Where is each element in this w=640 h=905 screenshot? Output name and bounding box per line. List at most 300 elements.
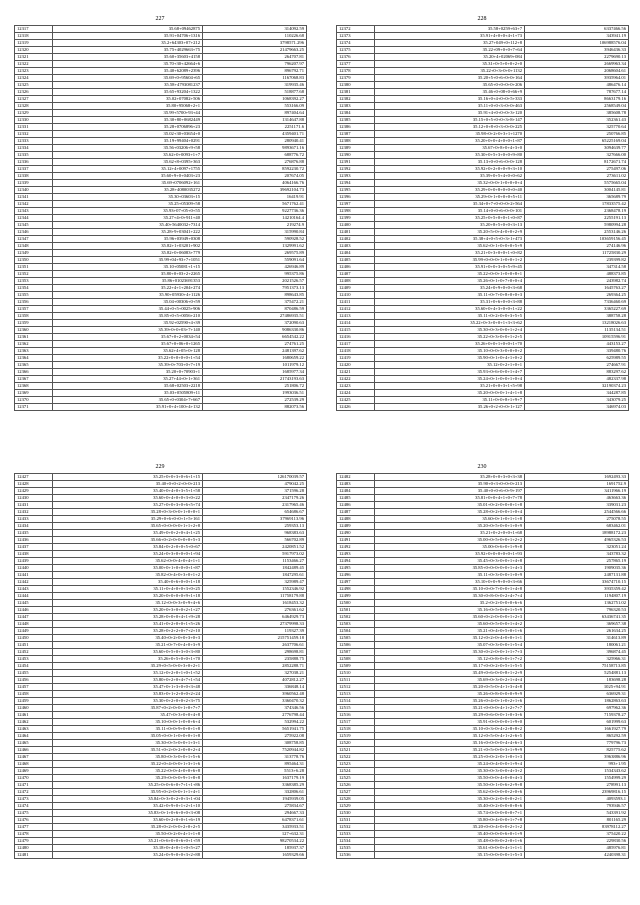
value-cell: 251806.72 xyxy=(203,383,307,390)
coordinate-cell: 35.90+0+1+0+4+1+0+2 xyxy=(375,355,525,362)
table-row xyxy=(337,89,629,96)
value-cell: 280940.41 xyxy=(203,138,307,145)
value-cell: 339031.23 xyxy=(525,502,629,509)
value-cell: 995375.86 xyxy=(203,271,307,278)
coordinate-cell: 35.2+0+2+0+0+0+6+6 xyxy=(375,600,525,607)
value-cell: 98270534.22 xyxy=(203,838,307,845)
value-cell: 259353.13 xyxy=(203,523,307,530)
coordinate-cell: 35.12+0+2+0+4+0+0+1+1 xyxy=(375,635,525,642)
row-index-cell: 12361 xyxy=(15,334,53,341)
table-row xyxy=(337,803,629,810)
row-index-cell: 12403 xyxy=(337,243,375,250)
coordinate-cell: 35.91+4+0+0+4+1+73 xyxy=(375,33,525,40)
coordinate-cell: 35.65+0+0304+7+667 xyxy=(53,397,203,404)
coordinate-cell: 35.83+0+1+0+6+0+0+3+08 xyxy=(53,810,203,817)
row-index-cell: 12331 xyxy=(15,124,53,131)
page-number: 230 xyxy=(477,464,487,470)
row-index-cell: 12341 xyxy=(15,194,53,201)
row-index-cell: 12375 xyxy=(337,47,375,54)
row-index-cell: 12527 xyxy=(337,789,375,796)
value-cell: 968383.63 xyxy=(203,530,307,537)
coordinate-cell: 35.60+9+0+0403+23 xyxy=(53,173,203,180)
row-index-cell: 12405 xyxy=(337,257,375,264)
row-index-cell: 12534 xyxy=(337,838,375,845)
table-row xyxy=(15,250,307,257)
value-cell: 126170039.57 xyxy=(203,474,307,481)
row-index-cell: 12357 xyxy=(15,306,53,313)
coordinate-cell: 35.10+0+0+1+0+0+6+4 xyxy=(53,719,203,726)
row-index-cell: 12429 xyxy=(15,488,53,495)
value-cell: 7951373.13 xyxy=(203,285,307,292)
value-cell: 1680659.22 xyxy=(203,355,307,362)
value-cell: 5513+6.28 xyxy=(203,768,307,775)
value-cell: 269575.89 xyxy=(203,250,307,257)
value-cell: 895464.31 xyxy=(203,761,307,768)
coordinate-cell: 35.30+0+3+0+0+1+2+4 xyxy=(375,327,525,334)
table-row xyxy=(15,747,307,754)
table-row xyxy=(15,768,307,775)
row-index-cell: 12460 xyxy=(15,705,53,712)
value-cell: 825775.62 xyxy=(525,747,629,754)
row-index-cell: 12493 xyxy=(337,551,375,558)
row-index-cell: 12336 xyxy=(15,159,53,166)
value-cell: 243982.74 xyxy=(525,278,629,285)
coordinate-cell: 35.90+0+3+0+0+0+213 xyxy=(375,481,525,488)
row-index-cell: 12489 xyxy=(337,523,375,530)
table-row xyxy=(337,47,629,54)
coordinate-cell: 35.22+0+0+1+0+0+8+1 xyxy=(375,271,525,278)
data-table xyxy=(336,473,629,859)
table-row xyxy=(337,173,629,180)
table-row xyxy=(337,663,629,670)
value-cell: 75158713.85 xyxy=(525,663,629,670)
table-row xyxy=(337,180,629,187)
coordinate-cell: 35.45+0+3+0+0+1+4+8 xyxy=(375,558,525,565)
value-cell: 274146.96 xyxy=(525,243,629,250)
table-row xyxy=(337,152,629,159)
row-index-cell: 12451 xyxy=(15,642,53,649)
table-row xyxy=(15,103,307,110)
table-row xyxy=(15,215,307,222)
coordinate-cell: 35.99+5700+93+44 xyxy=(53,110,203,117)
coordinate-cell: 35.12+0+5+0+4+1+2+6+5 xyxy=(375,733,525,740)
row-index-cell: 12491 xyxy=(337,537,375,544)
value-cell: 2255191.13 xyxy=(525,215,629,222)
row-index-cell: 12470 xyxy=(15,775,53,782)
coordinate-cell: 35.13+0+0+6+0+0+128 xyxy=(375,159,525,166)
coordinate-cell: 35.28+0+0+3+0+3+38 xyxy=(375,474,525,481)
row-index-cell: 12494 xyxy=(337,558,375,565)
value-cell: 2487131.88 xyxy=(525,572,629,579)
coordinate-cell: 35.30+0+8+0+0+2+4+7+4 xyxy=(375,593,525,600)
row-index-cell: 12376 xyxy=(337,54,375,61)
row-index-cell: 12505 xyxy=(337,635,375,642)
value-cell: 3411966.19 xyxy=(525,488,629,495)
coordinate-cell: 35.68+02503+2218 xyxy=(53,383,203,390)
coordinate-cell: 35.82+0+4+0+3+0+1+2 xyxy=(53,572,203,579)
row-index-cell: 12425 xyxy=(337,397,375,404)
row-index-cell: 12399 xyxy=(337,215,375,222)
value-cell: 21743193.63 xyxy=(203,376,307,383)
coordinate-cell: 35.98+0+2+0+3+1+1270 xyxy=(375,131,525,138)
value-cell: 4093593.1 xyxy=(525,796,629,803)
row-index-cell: 12432 xyxy=(15,509,53,516)
coordinate-cell: 35.80+0+2+0+4+7+1+54 xyxy=(53,677,203,684)
row-index-cell: 12447 xyxy=(15,614,53,621)
row-index-cell: 12350 xyxy=(15,257,53,264)
coordinate-cell: 35.93+0+6+0+0+1+4+7 xyxy=(375,369,525,376)
coordinate-cell: 35.28+0+2+0+0+1+0+4 xyxy=(375,509,525,516)
coordinate-cell: 35.20+0+0+4+0+0+2+1+2 xyxy=(375,824,525,831)
row-index-cell: 12351 xyxy=(15,264,53,271)
coordinate-cell: 35.28+4080035272 xyxy=(53,187,203,194)
value-cell: 276361.62 xyxy=(203,607,307,614)
table-row xyxy=(337,747,629,754)
row-index-cell: 12444 xyxy=(15,593,53,600)
row-index-cell: 12518 xyxy=(337,726,375,733)
row-index-cell: 12407 xyxy=(337,271,375,278)
value-cell: 1847295.61 xyxy=(203,572,307,579)
row-index-cell: 12415 xyxy=(337,327,375,334)
coordinate-cell: 35.86+01023691353 xyxy=(53,278,203,285)
coordinate-cell: 35.40+0+0+0+6+0+1+9 xyxy=(375,831,525,838)
table-row xyxy=(337,341,629,348)
table-row xyxy=(15,222,307,229)
value-cell: 1068392.27 xyxy=(203,96,307,103)
coordinate-cell: 35.61+0+0+0+4+1+1+1 xyxy=(375,845,525,852)
value-cell: 5575665.04 xyxy=(525,180,629,187)
table-row xyxy=(15,635,307,642)
coordinate-cell: 35.91+0+0+3+0+5+9+45 xyxy=(375,264,525,271)
value-cell: 898643.85 xyxy=(203,292,307,299)
row-index-cell: 12360 xyxy=(15,327,53,334)
table-row xyxy=(15,810,307,817)
value-cell: 479042.25 xyxy=(203,481,307,488)
value-cell: 32190374.23 xyxy=(525,383,629,390)
row-index-cell: 12516 xyxy=(337,712,375,719)
table-row xyxy=(337,775,629,782)
row-index-cell: 12522 xyxy=(337,754,375,761)
table-row xyxy=(15,621,307,628)
row-index-cell: 12328 xyxy=(15,103,53,110)
coordinate-cell: 35.22+4+1+204+274 xyxy=(53,285,203,292)
coordinate-cell: 35.16+0+4+0+0+5+333 xyxy=(375,96,525,103)
value-cell: 488373.85 xyxy=(525,271,629,278)
value-cell: 897404.64 xyxy=(203,110,307,117)
table-row xyxy=(15,124,307,131)
value-cell: 683462.01 xyxy=(525,523,629,530)
value-cell: 27379998.33 xyxy=(203,621,307,628)
table-row xyxy=(15,838,307,845)
value-cell: 119327.39 xyxy=(203,628,307,635)
coordinate-cell: 35.40+0+6+0+0+1+18 xyxy=(53,579,203,586)
coordinate-cell: 35.18+0+4+0+1+0+5+27 xyxy=(53,845,203,852)
row-index-cell: 12324 xyxy=(15,75,53,82)
value-cell: 374346.56 xyxy=(203,705,307,712)
table-row xyxy=(15,544,307,551)
coordinate-cell: 35.00+0+6+0+1+9+8 xyxy=(375,544,525,551)
coordinate-cell: 35.02+30+03654+0 xyxy=(53,131,203,138)
coordinate-cell: 35.03+0505809+11 xyxy=(53,390,203,397)
value-cell: 10915596.91 xyxy=(525,334,629,341)
coordinate-cell: 35.46+0+08+0+66+9 xyxy=(375,89,525,96)
row-index-cell: 12478 xyxy=(15,831,53,838)
table-row xyxy=(15,313,307,320)
coordinate-cell: 35.21+0+0+3+1+5+98 xyxy=(375,383,525,390)
table-row xyxy=(337,250,629,257)
coordinate-cell: 35.22+0+3+0+0+1+3+3+62 xyxy=(375,320,525,327)
table-row xyxy=(15,96,307,103)
coordinate-cell: 35.48+0+8+0+2+0+1+6 xyxy=(375,838,525,845)
coordinate-cell: 35.10+0+0+7+0+0+1+4+8 xyxy=(375,586,525,593)
coordinate-cell: 35.20+0+70903+1 xyxy=(53,369,203,376)
value-cell: 1945939.05 xyxy=(203,796,307,803)
value-cell: 6464929.73 xyxy=(203,614,307,621)
row-index-cell: 12329 xyxy=(15,110,53,117)
value-cell: 4359401.71 xyxy=(203,131,307,138)
coordinate-cell: 35.16+0+0+0+0+4+4+6+3 xyxy=(375,740,525,747)
table-row xyxy=(15,376,307,383)
row-index-cell: 12441 xyxy=(15,572,53,579)
coordinate-cell: 35.39+0+5+4+0+0+62 xyxy=(375,173,525,180)
value-cell: 3935964.01 xyxy=(525,75,629,82)
row-index-cell: 12424 xyxy=(337,390,375,397)
row-index-cell: 12433 xyxy=(15,516,53,523)
value-cell: 688776.72 xyxy=(203,152,307,159)
table-row xyxy=(15,173,307,180)
row-index-cell: 12458 xyxy=(15,691,53,698)
coordinate-cell: 35.12+0+8+0+0+1+7+2 xyxy=(375,656,525,663)
value-cell: 83978112.27 xyxy=(525,824,629,831)
row-index-cell: 12382 xyxy=(337,96,375,103)
row-index-cell: 12363 xyxy=(15,348,53,355)
row-index-cell: 12532 xyxy=(337,824,375,831)
row-index-cell: 12467 xyxy=(15,754,53,761)
row-index-cell: 12339 xyxy=(15,180,53,187)
table-row xyxy=(15,593,307,600)
coordinate-cell: 35.81+0+0+4+1+0+7+78 xyxy=(375,495,525,502)
value-cell: 3960562.48 xyxy=(203,691,307,698)
value-cell: 870486.59 xyxy=(203,306,307,313)
table-row xyxy=(15,138,307,145)
table-row xyxy=(15,166,307,173)
coordinate-cell: 35.50+0+2+0+4+1+1+8 xyxy=(53,831,203,838)
value-cell: 636929.31 xyxy=(525,691,629,698)
table-row xyxy=(15,614,307,621)
coordinate-cell: 35.58+4793081237 xyxy=(53,82,203,89)
table-row xyxy=(15,82,307,89)
coordinate-cell: 35.10+0+3+0+4+2+8+8+2 xyxy=(375,726,525,733)
value-cell: 5651941.75 xyxy=(203,726,307,733)
value-cell: 697962.36 xyxy=(525,705,629,712)
table-row xyxy=(15,740,307,747)
coordinate-cell: 35.82+1+03201+902 xyxy=(53,243,203,250)
row-index-cell: 12497 xyxy=(337,579,375,586)
table-row xyxy=(15,257,307,264)
value-cell: 543391.92 xyxy=(525,810,629,817)
table-row xyxy=(337,33,629,40)
row-index-cell: 12459 xyxy=(15,698,53,705)
value-cell: 625989.55 xyxy=(525,355,629,362)
value-cell: 343783.32 xyxy=(525,551,629,558)
table-row xyxy=(15,180,307,187)
coordinate-cell: 35.31+0+5+0+0+2+0 xyxy=(375,61,525,68)
value-cell: 369657.38 xyxy=(525,621,629,628)
table-row xyxy=(15,649,307,656)
table-row xyxy=(15,656,307,663)
row-index-cell: 12533 xyxy=(337,831,375,838)
coordinate-cell: 35.70+30+42664+6 xyxy=(53,61,203,68)
value-cell: 779796.73 xyxy=(525,740,629,747)
coordinate-cell: 35.26+0+5+0+0+1+70 xyxy=(53,656,203,663)
row-index-cell: 12370 xyxy=(15,397,53,404)
coordinate-cell: 35.24+0+1+0+0+1+0+4 xyxy=(375,376,525,383)
row-index-cell: 12413 xyxy=(337,313,375,320)
table-row xyxy=(15,278,307,285)
coordinate-cell: 35.2+64303+07+212 xyxy=(53,40,203,47)
row-index-cell: 12450 xyxy=(15,635,53,642)
value-cell: 7159378.27 xyxy=(525,712,629,719)
coordinate-cell: 35.60+0+5+0+0+1+4+2 xyxy=(375,621,525,628)
row-index-cell: 12480 xyxy=(15,845,53,852)
row-index-cell: 12320 xyxy=(15,47,53,54)
row-index-cell: 12462 xyxy=(15,719,53,726)
value-cell: 275834.67 xyxy=(203,803,307,810)
coordinate-cell: 35.22+0+3+0+0+1132 xyxy=(375,68,525,75)
value-cell: 4064166.76 xyxy=(203,180,307,187)
row-index-cell: 12513 xyxy=(337,691,375,698)
table-row xyxy=(337,61,629,68)
row-index-cell: 12400 xyxy=(337,222,375,229)
coordinate-cell: 35.11+0+2+0+0+3+5+5 xyxy=(375,313,525,320)
row-index-cell: 12398 xyxy=(337,208,375,215)
coordinate-cell: 35.00+0+1+0+0+0+1+87 xyxy=(53,565,203,572)
table-row xyxy=(15,684,307,691)
row-index-cell: 12525 xyxy=(337,775,375,782)
value-cell: 314092.59 xyxy=(203,26,307,33)
value-cell: 343079.25 xyxy=(525,397,629,404)
coordinate-cell: 35.62+4+05+0+128 xyxy=(53,348,203,355)
table-row xyxy=(337,257,629,264)
table-row xyxy=(337,369,629,376)
table-row xyxy=(337,383,629,390)
table-row xyxy=(337,376,629,383)
row-index-cell: 12468 xyxy=(15,761,53,768)
coordinate-cell: 35.56+03206+9+58 xyxy=(53,145,203,152)
table-row xyxy=(337,68,629,75)
coordinate-cell: 35.60+0+4+0+0+3+0+22 xyxy=(53,495,203,502)
value-cell: 352361.43 xyxy=(525,117,629,124)
table-row xyxy=(337,635,629,642)
row-index-cell: 12359 xyxy=(15,320,53,327)
row-index-cell: 12392 xyxy=(337,166,375,173)
table-row xyxy=(15,509,307,516)
data-table xyxy=(14,473,307,859)
value-cell: 1194807.19 xyxy=(525,593,629,600)
table-row xyxy=(15,362,307,369)
row-index-cell: 12411 xyxy=(337,299,375,306)
table-row xyxy=(337,390,629,397)
row-index-cell: 12335 xyxy=(15,152,53,159)
value-cell: 319935.46 xyxy=(203,82,307,89)
row-index-cell: 12345 xyxy=(15,222,53,229)
row-index-cell: 12402 xyxy=(337,236,375,243)
coordinate-cell: 35.82+0+06083+779 xyxy=(53,250,203,257)
coordinate-cell: 35.21+0+7+0+4+0+3+9 xyxy=(53,642,203,649)
value-cell: 532994.22 xyxy=(203,719,307,726)
value-cell: 2852288.71 xyxy=(203,663,307,670)
coordinate-cell: 35.25+0+5+0+0+1+0+87 xyxy=(375,215,525,222)
coordinate-cell: 35.25+0+0+2+0+1+0+1+3 xyxy=(375,754,525,761)
row-index-cell: 12500 xyxy=(337,600,375,607)
table-row xyxy=(15,33,307,40)
row-index-cell: 12485 xyxy=(337,495,375,502)
row-index-cell: 12496 xyxy=(337,572,375,579)
table-row xyxy=(337,726,629,733)
table-row xyxy=(337,264,629,271)
table-row xyxy=(337,355,629,362)
value-cell: 1842489.45 xyxy=(203,565,307,572)
value-cell: 215751459.18 xyxy=(203,635,307,642)
coordinate-cell: 35.32+0+0+1+0+0+0+4 xyxy=(375,180,525,187)
row-index-cell: 12512 xyxy=(337,684,375,691)
table-row xyxy=(337,824,629,831)
value-cell: 313778.76 xyxy=(203,754,307,761)
value-cell: 2553146.26 xyxy=(525,229,629,236)
coordinate-cell: 35.40+0+0+2+0+0+213 xyxy=(53,481,203,488)
table-row xyxy=(337,789,629,796)
coordinate-cell: 35.20+0+5+0+0+1+0+9 xyxy=(375,523,525,530)
table-row xyxy=(337,299,629,306)
row-index-cell: 12372 xyxy=(337,26,375,33)
row-index-cell: 12346 xyxy=(15,229,53,236)
value-cell: 339480.76 xyxy=(525,348,629,355)
table-row xyxy=(337,138,629,145)
coordinate-cell: 35.25+05309+58 xyxy=(53,201,203,208)
value-cell: 5917973.02 xyxy=(203,551,307,558)
value-cell: 388758.28 xyxy=(525,313,629,320)
value-cell: 5980994.28 xyxy=(525,222,629,229)
table-row xyxy=(337,838,629,845)
row-index-cell: 12327 xyxy=(15,96,53,103)
row-index-cell: 12506 xyxy=(337,642,375,649)
value-cell: 1011979.12 xyxy=(203,362,307,369)
table-row xyxy=(15,355,307,362)
row-index-cell: 12531 xyxy=(337,817,375,824)
coordinate-cell: 35.38+4+0+5+0+3+1+473 xyxy=(375,236,525,243)
coordinate-cell: 35.21+0+2+0+0+1+68 xyxy=(375,530,525,537)
document-page xyxy=(14,463,306,859)
table-row xyxy=(15,677,307,684)
coordinate-cell: 35.29+0+0+0+9+1+8+8 xyxy=(53,775,203,782)
table-row xyxy=(337,292,629,299)
coordinate-cell: 35.29+0+6+0+0+1+5+161 xyxy=(53,516,203,523)
table-row xyxy=(337,82,629,89)
coordinate-cell: 35.15+0+0+0+0+1+5+3 xyxy=(375,852,525,859)
table-row xyxy=(15,845,307,852)
coordinate-cell: 35.26+0+8+0+0+0+9+9 xyxy=(375,691,525,698)
value-cell: 601999.63 xyxy=(525,719,629,726)
coordinate-cell: 35.51+0+2+0+2+0+0+2+4 xyxy=(53,747,203,754)
table-row xyxy=(337,698,629,705)
row-index-cell: 12442 xyxy=(15,579,53,586)
table-row xyxy=(337,565,629,572)
row-index-cell: 12396 xyxy=(337,194,375,201)
value-cell: 375472.21 xyxy=(203,299,307,306)
coordinate-cell: 35.07+0+3+0+0+1+5+4 xyxy=(375,642,525,649)
row-index-cell: 12437 xyxy=(15,544,53,551)
row-index-cell: 12469 xyxy=(15,768,53,775)
